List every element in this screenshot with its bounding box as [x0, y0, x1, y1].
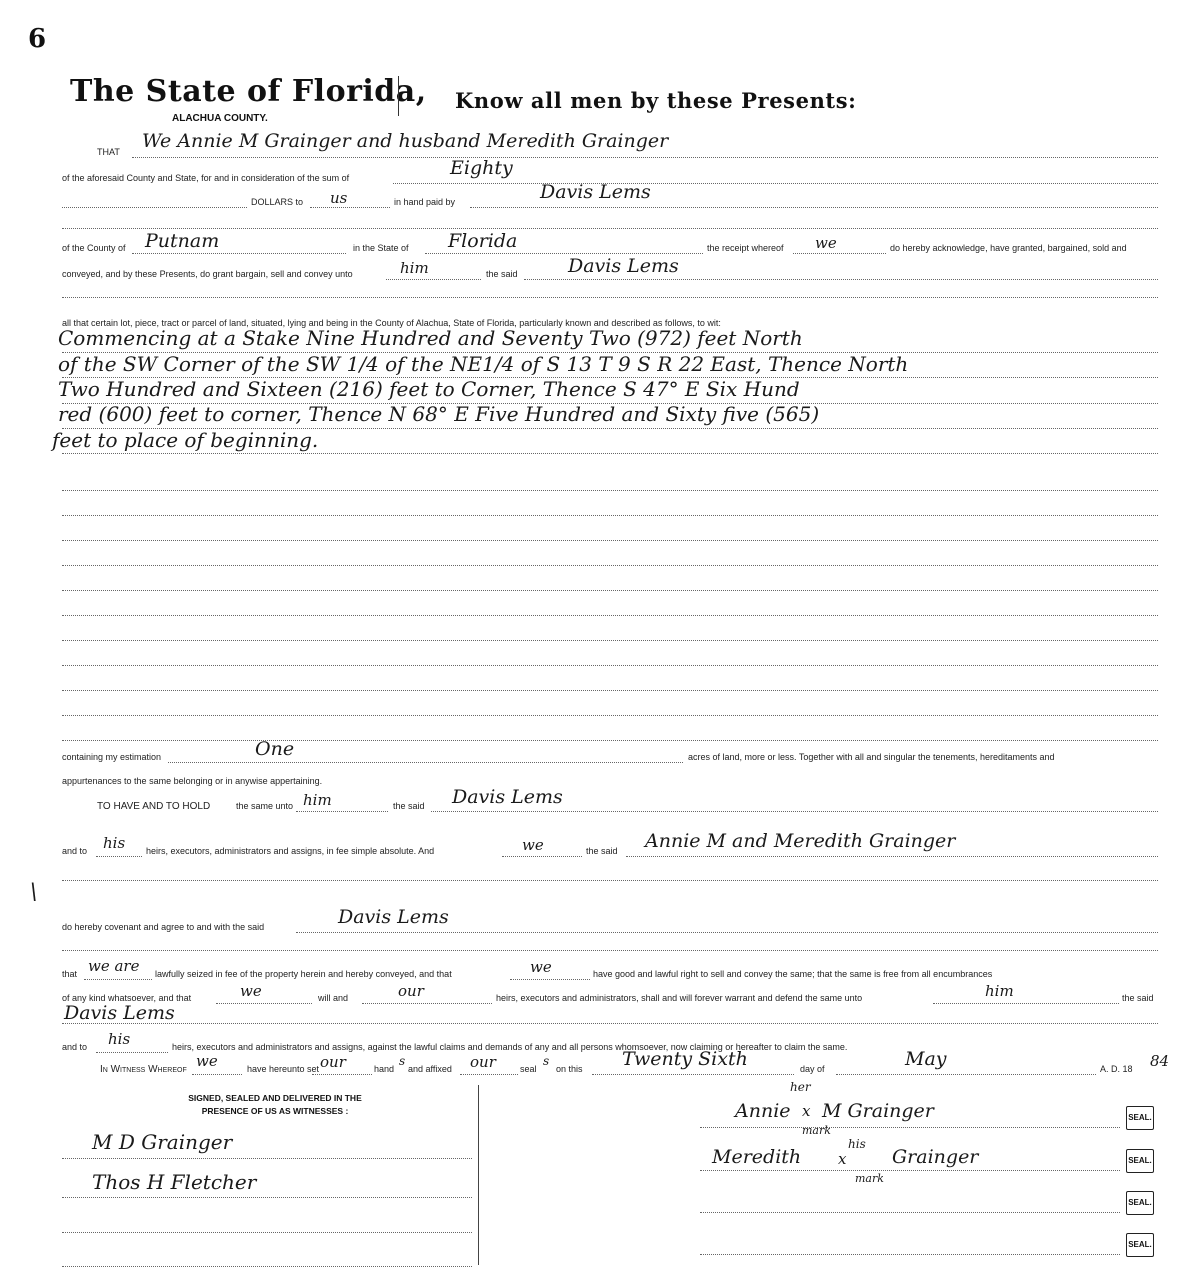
label-that-lower: that	[62, 969, 78, 979]
signature-2-name: Meredith	[712, 1146, 802, 1168]
sum-amount: Eighty	[450, 157, 513, 179]
label-heirs-claims: heirs, executors and administrators and assigns, against the lawful claims and demands of any and all persons whomsoever, now claiming or hereafter to claim the same.	[172, 1042, 848, 1052]
rule	[62, 453, 1158, 454]
seal-3: SEAL.	[1126, 1191, 1154, 1215]
witness-heading-line-2: PRESENCE OF US AS WITNESSES :	[201, 1106, 349, 1116]
county-label: ALACHUA COUNTY.	[172, 113, 268, 124]
set-our-value: our	[320, 1053, 346, 1071]
rule	[132, 253, 346, 254]
signature-1-mark: x	[802, 1102, 811, 1120]
state-of-value: Florida	[448, 230, 518, 252]
rule	[393, 183, 1158, 184]
rule	[62, 228, 1158, 229]
rule	[216, 1003, 312, 1004]
label-hand: hand	[374, 1064, 395, 1074]
seal-1: SEAL.	[1126, 1106, 1154, 1130]
rule	[62, 1197, 472, 1198]
rule	[62, 565, 1158, 566]
and-to-value: his	[103, 834, 126, 852]
rule	[62, 590, 1158, 591]
rule	[524, 279, 1158, 280]
witness-we-value: we	[196, 1052, 218, 1070]
signature-1-rest: M Grainger	[822, 1100, 934, 1122]
day-value: Twenty Sixth	[622, 1048, 748, 1070]
that-we-value: we	[530, 958, 552, 976]
rule	[168, 762, 683, 763]
signature-1-below: mark	[802, 1124, 831, 1137]
rule	[62, 880, 1158, 881]
rule	[62, 740, 1158, 741]
seal-4: SEAL.	[1126, 1233, 1154, 1257]
label-the-said-2: the said	[393, 801, 425, 811]
rule	[62, 1266, 472, 1267]
rule	[62, 540, 1158, 541]
the-said-name: Davis Lems	[64, 1002, 175, 1024]
witness-heading	[160, 1092, 390, 1118]
label-county-of: of the County of	[62, 243, 126, 253]
rule	[62, 640, 1158, 641]
rule	[386, 279, 481, 280]
signature-2-above: his	[848, 1137, 866, 1151]
label-the-said-3: the said	[586, 846, 618, 856]
rule	[460, 1074, 518, 1075]
label-any-kind: of any kind whatsoever, and that	[62, 993, 192, 1003]
grantors-name: We Annie M Grainger and husband Meredith Grainger	[142, 130, 669, 152]
label-covenant: do hereby covenant and agree to and with the said	[62, 922, 265, 932]
label-ad: A. D. 18	[1100, 1064, 1133, 1074]
signature-1-name: Annie	[735, 1100, 791, 1122]
convey-said-name: Davis Lems	[568, 255, 679, 277]
and-we-value: we	[522, 836, 544, 854]
rule	[62, 515, 1158, 516]
rule	[700, 1212, 1120, 1213]
seals-s-value: s	[543, 1054, 550, 1068]
label-dollars-to: DOLLARS to	[251, 197, 304, 207]
signature-2-rest: Grainger	[892, 1146, 979, 1168]
label-day-of: day of	[800, 1064, 825, 1074]
label-will-and: will and	[318, 993, 349, 1003]
witness-2: Thos H Fletcher	[92, 1170, 257, 1194]
county-of-value: Putnam	[145, 230, 220, 252]
rule	[62, 950, 1158, 951]
signature-2-mark: x	[838, 1150, 847, 1168]
label-paid-by: in hand paid by	[394, 197, 456, 207]
witness-brace	[478, 1085, 479, 1265]
affixed-our-value: our	[470, 1053, 496, 1071]
label-appurtenances: appurtenances to the same belonging or in anywise appertaining.	[62, 776, 323, 786]
acres-value: One	[255, 738, 295, 760]
description-line-2: of the SW Corner of the SW 1/4 of the NE1/4 of S 13 T 9 S R 22 East, Thence North	[58, 352, 909, 376]
rule	[700, 1254, 1120, 1255]
rule	[84, 979, 152, 980]
rule	[425, 253, 703, 254]
label-all-that: all that certain lot, piece, tract or parcel of land, situated, lying and being in the County of Alachua, State of Florida, particularly known and described as follows, to wit:	[62, 318, 721, 328]
rule	[192, 1074, 242, 1075]
label-lawfully: lawfully seized in fee of the property herein and hereby conveyed, and that	[155, 969, 452, 979]
label-that: THAT	[97, 147, 120, 157]
convey-unto-value: him	[400, 259, 429, 277]
rule	[62, 615, 1158, 616]
seal-2: SEAL.	[1126, 1149, 1154, 1173]
label-acknowledge: do hereby acknowledge, have granted, bargained, sold and	[890, 243, 1127, 253]
label-heirs-fee: heirs, executors, administrators and assigns, in fee simple absolute. And	[146, 846, 435, 856]
rule	[933, 1003, 1119, 1004]
label-state-of: in the State of	[353, 243, 409, 253]
label-in-witness: In Witness Whereof	[100, 1064, 187, 1075]
rule	[296, 932, 1158, 933]
description-line-5: feet to place of beginning.	[52, 428, 319, 452]
signature-2-below: mark	[855, 1172, 884, 1185]
covenant-with-name: Davis Lems	[338, 906, 449, 928]
will-and-our-value: our	[398, 982, 424, 1000]
label-containing: containing my estimation	[62, 752, 162, 762]
have-hold-said-name: Davis Lems	[452, 786, 563, 808]
label-to-have: TO HAVE AND TO HOLD	[97, 801, 211, 812]
dollars-to-value: us	[330, 189, 348, 207]
label-and-affixed: and affixed	[408, 1064, 452, 1074]
rule	[62, 665, 1158, 666]
label-good-right: have good and lawful right to sell and convey the same; that the same is free from all encumbrances	[593, 969, 993, 979]
rule	[62, 490, 1158, 491]
label-on-this: on this	[556, 1064, 583, 1074]
and-that-we-value: we	[240, 982, 262, 1000]
description-line-4: red (600) feet to corner, Thence N 68° E Five Hundred and Sixty five (565)	[58, 402, 820, 426]
rule	[62, 207, 247, 208]
label-aforesaid: of the aforesaid County and State, for and in consideration of the sum of	[62, 173, 350, 183]
rule	[836, 1074, 1096, 1075]
know-all-men: Know all men by these Presents:	[455, 88, 857, 113]
rule	[96, 1052, 168, 1053]
label-conveyed: conveyed, and by these Presents, do grant bargain, sell and convey unto	[62, 269, 353, 279]
rule	[470, 207, 1158, 208]
rule	[700, 1170, 1120, 1171]
and-to-his-value: his	[108, 1030, 131, 1048]
state-title: The State of Florida,	[70, 74, 427, 109]
rule	[310, 207, 390, 208]
label-same-unto: the same unto	[236, 801, 294, 811]
rule	[62, 297, 1158, 298]
label-seal: seal	[520, 1064, 537, 1074]
that-we-are-value: we are	[88, 957, 140, 975]
have-hold-unto-value: him	[303, 791, 332, 809]
rule	[312, 1074, 372, 1075]
page-number: 6	[28, 24, 47, 54]
rule	[700, 1127, 1120, 1128]
label-the-said-4: the said	[1122, 993, 1154, 1003]
and-the-said-names: Annie M and Meredith Grainger	[645, 830, 956, 852]
signature-1-above: her	[790, 1080, 811, 1094]
label-and-to: and to	[62, 846, 88, 856]
rule	[96, 856, 142, 857]
rule	[592, 1074, 794, 1075]
rule	[62, 1023, 1158, 1024]
label-the-said: the said	[486, 269, 518, 279]
receipt-whereof-value: we	[815, 234, 837, 252]
witness-heading-line-1: SIGNED, SEALED AND DELIVERED IN THE	[188, 1093, 362, 1103]
rule	[431, 811, 1158, 812]
witness-1: M D Grainger	[92, 1130, 233, 1154]
rule	[132, 157, 1158, 158]
defend-unto-value: him	[985, 982, 1014, 1000]
label-and-to-2: and to	[62, 1042, 88, 1052]
year-value: 84	[1150, 1052, 1170, 1070]
rule	[62, 690, 1158, 691]
rule	[62, 1158, 472, 1159]
header-brace	[398, 76, 399, 116]
rule	[362, 1003, 492, 1004]
description-line-1: Commencing at a Stake Nine Hundred and Seventy Two (972) feet North	[58, 326, 803, 350]
paid-by-name: Davis Lems	[540, 181, 651, 203]
rule	[510, 979, 590, 980]
margin-mark: \	[30, 880, 38, 905]
month-value: May	[905, 1048, 947, 1070]
label-receipt: the receipt whereof	[707, 243, 784, 253]
hands-s-value: s	[399, 1054, 406, 1068]
rule	[793, 253, 886, 254]
description-line-3: Two Hundred and Sixteen (216) feet to Corner, Thence S 47° E Six Hund	[58, 377, 800, 401]
rule	[626, 856, 1158, 857]
rule	[502, 856, 582, 857]
label-heirs-warrant: heirs, executors and administrators, shall and will forever warrant and defend the same unto	[496, 993, 863, 1003]
rule	[62, 1232, 472, 1233]
label-acres: acres of land, more or less. Together with all and singular the tenements, hereditaments and	[688, 752, 1055, 762]
rule	[62, 715, 1158, 716]
label-have-hereunto: have hereunto set	[247, 1064, 320, 1074]
rule	[296, 811, 388, 812]
